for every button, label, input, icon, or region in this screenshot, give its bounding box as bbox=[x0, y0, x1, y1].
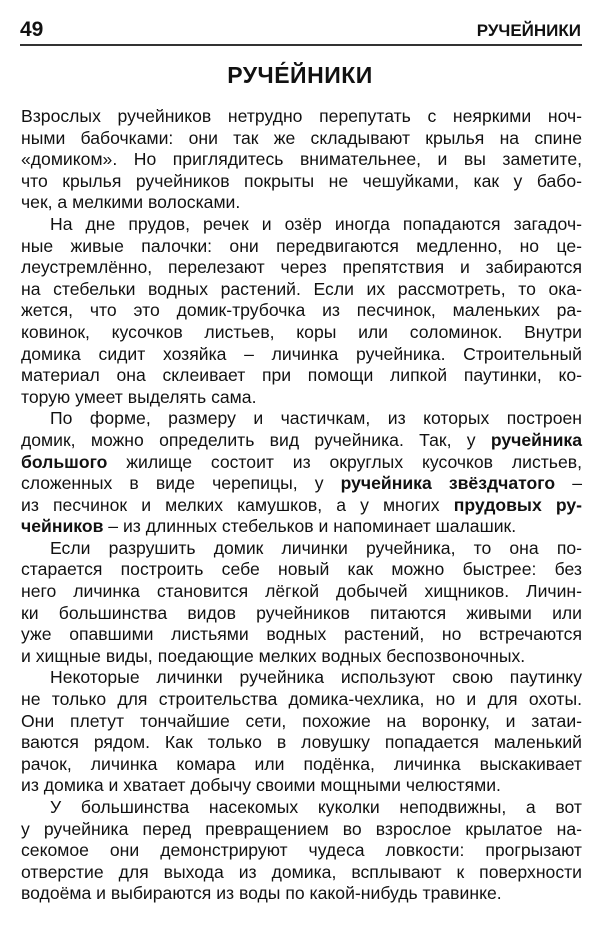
text-segment: секомое они демонстрируют чудеса ловкости: прогрызают bbox=[21, 840, 582, 861]
text-line bbox=[21, 732, 582, 754]
text-segment: Они плетут тончайшие сети, похожие на воронку, и затаи- bbox=[21, 710, 582, 731]
text-line bbox=[21, 624, 582, 646]
text-line bbox=[21, 473, 582, 495]
text-line bbox=[21, 452, 582, 474]
text-segment: старается построить себе новый как можно быстрее: без bbox=[21, 559, 582, 580]
bold-term: большого bbox=[21, 451, 108, 472]
text-line bbox=[21, 754, 582, 776]
text-line bbox=[21, 516, 582, 538]
text-segment: По форме, размеру и частичкам, из которых построен bbox=[50, 408, 582, 429]
bold-term: ручейника bbox=[490, 429, 582, 450]
paragraph bbox=[21, 667, 582, 797]
text-line bbox=[21, 430, 582, 452]
text-segment: не только для строительства домика-чехлика, но и для охоты. bbox=[21, 689, 582, 710]
text-segment: него личинка становится лёгкой добычей хищников. Личин- bbox=[21, 581, 582, 602]
text-segment: что крылья ручейников покрыты не чешуйками, как у бабо- bbox=[21, 170, 582, 191]
text-segment: На дне прудов, речек и озёр иногда попадаются загадоч- bbox=[50, 213, 582, 234]
text-segment: ные живые палочки: они передвигаются медленно, но це- bbox=[21, 235, 582, 256]
text-segment: ваются рядом. Как только в ловушку попадается маленький bbox=[21, 732, 582, 753]
text-segment: домик, можно определить вид ручейника. Так, у bbox=[21, 429, 491, 450]
text-line bbox=[21, 883, 582, 905]
text-line bbox=[21, 106, 582, 128]
paragraph bbox=[21, 106, 582, 214]
text-line bbox=[21, 840, 582, 862]
text-line bbox=[21, 711, 582, 733]
text-line bbox=[21, 408, 582, 430]
text-line bbox=[21, 689, 582, 711]
text-segment: Взрослых ручейников нетрудно перепутать с неяркими ноч- bbox=[21, 106, 582, 126]
text-segment: отверстие для выхода из домика, всплывают к поверхности bbox=[21, 861, 582, 882]
text-line bbox=[21, 646, 582, 668]
text-segment: «домиком». Но приглядитесь внимательнее, и вы заметите, bbox=[21, 149, 582, 170]
text-line bbox=[21, 538, 582, 560]
text-line bbox=[21, 581, 582, 603]
text-line bbox=[21, 559, 582, 581]
text-line bbox=[21, 171, 582, 193]
text-segment: жилище состоит из округлых кусочков листьев, bbox=[107, 451, 582, 472]
text-segment: ки большинства видов ручейников питаются живыми или bbox=[21, 602, 582, 623]
text-segment: из песчинок и мелких камушков, а у многих bbox=[21, 494, 454, 515]
text-segment: ными бабочками: они так же складывают крылья на спине bbox=[21, 127, 582, 148]
text-segment: У большинства насекомых куколки неподвижны, а вот bbox=[50, 797, 582, 817]
text-segment: на стебельки водных растений. Если их рассмотреть, то ока- bbox=[21, 278, 582, 299]
text-segment: Некоторые личинки ручейника используют свою паутинку bbox=[50, 667, 582, 688]
text-segment: материал она склеивает при помощи липкой паутинки, ко- bbox=[21, 365, 582, 386]
text-segment: сложенных в виде черепицы, у bbox=[21, 473, 341, 494]
text-line bbox=[21, 819, 582, 841]
paragraph bbox=[21, 214, 582, 408]
text-line bbox=[21, 344, 582, 366]
bold-term: прудовых ру- bbox=[453, 494, 582, 515]
article-title: РУЧЕ́ЙНИКИ bbox=[227, 62, 373, 88]
text-line bbox=[21, 192, 582, 214]
text-segment: леустремлённо, перелезают через препятствия и забираются bbox=[21, 257, 582, 278]
text-line bbox=[21, 667, 582, 689]
text-line bbox=[21, 149, 582, 171]
text-line bbox=[21, 797, 582, 819]
text-segment: – из длинных стебельков и напоминает шалашик. bbox=[103, 516, 517, 537]
paragraph bbox=[21, 408, 582, 538]
text-segment: водоёма и выбираются из воды по какой-нибудь травинке. bbox=[21, 883, 502, 904]
text-segment: из домика и хватает добычу своими мощными челюстями. bbox=[21, 775, 501, 796]
bold-term: ручейника звёздчатого bbox=[340, 473, 556, 494]
text-segment: – bbox=[555, 473, 582, 494]
text-line bbox=[21, 236, 582, 258]
text-line bbox=[21, 322, 582, 344]
text-line bbox=[21, 495, 582, 517]
text-line bbox=[21, 387, 582, 409]
page-number: 49 bbox=[20, 18, 44, 41]
text-line bbox=[21, 257, 582, 279]
text-segment: чек, а мелкими волосками. bbox=[21, 192, 241, 213]
text-line bbox=[21, 214, 582, 236]
paragraph bbox=[21, 538, 582, 668]
text-line bbox=[21, 775, 582, 797]
text-line bbox=[21, 279, 582, 301]
text-segment: Если разрушить домик личинки ручейника, то она по- bbox=[50, 537, 582, 558]
text-segment: и хищные виды, поедающие мелких водных беспозвоночных. bbox=[21, 645, 526, 666]
text-segment: уже опавшими листьями водных растений, но встречаются bbox=[21, 624, 582, 645]
running-title: РУЧЕЙНИКИ bbox=[476, 21, 581, 40]
text-segment: жется, что это домик-трубочка из песчинок, маленьких ра- bbox=[21, 300, 582, 321]
text-segment: рачок, личинка комара или подёнка, личинка выскакивает bbox=[21, 753, 582, 774]
text-segment: ковинок, кусочков листьев, коры или соломинок. Внутри bbox=[21, 321, 582, 342]
header-rule bbox=[20, 44, 582, 46]
paragraph bbox=[21, 797, 582, 905]
text-line bbox=[21, 365, 582, 387]
text-segment: домика сидит хозяйка – личинка ручейника. Строительный bbox=[21, 343, 582, 364]
text-line bbox=[21, 603, 582, 625]
text-line bbox=[21, 862, 582, 884]
bold-term: чейников bbox=[21, 516, 104, 537]
article-body bbox=[21, 106, 582, 905]
text-line bbox=[21, 300, 582, 322]
text-segment: торую умеет выделять сама. bbox=[21, 386, 257, 407]
text-line bbox=[21, 128, 582, 150]
text-segment: у ручейника перед превращением во взрослое крылатое на- bbox=[21, 818, 582, 839]
